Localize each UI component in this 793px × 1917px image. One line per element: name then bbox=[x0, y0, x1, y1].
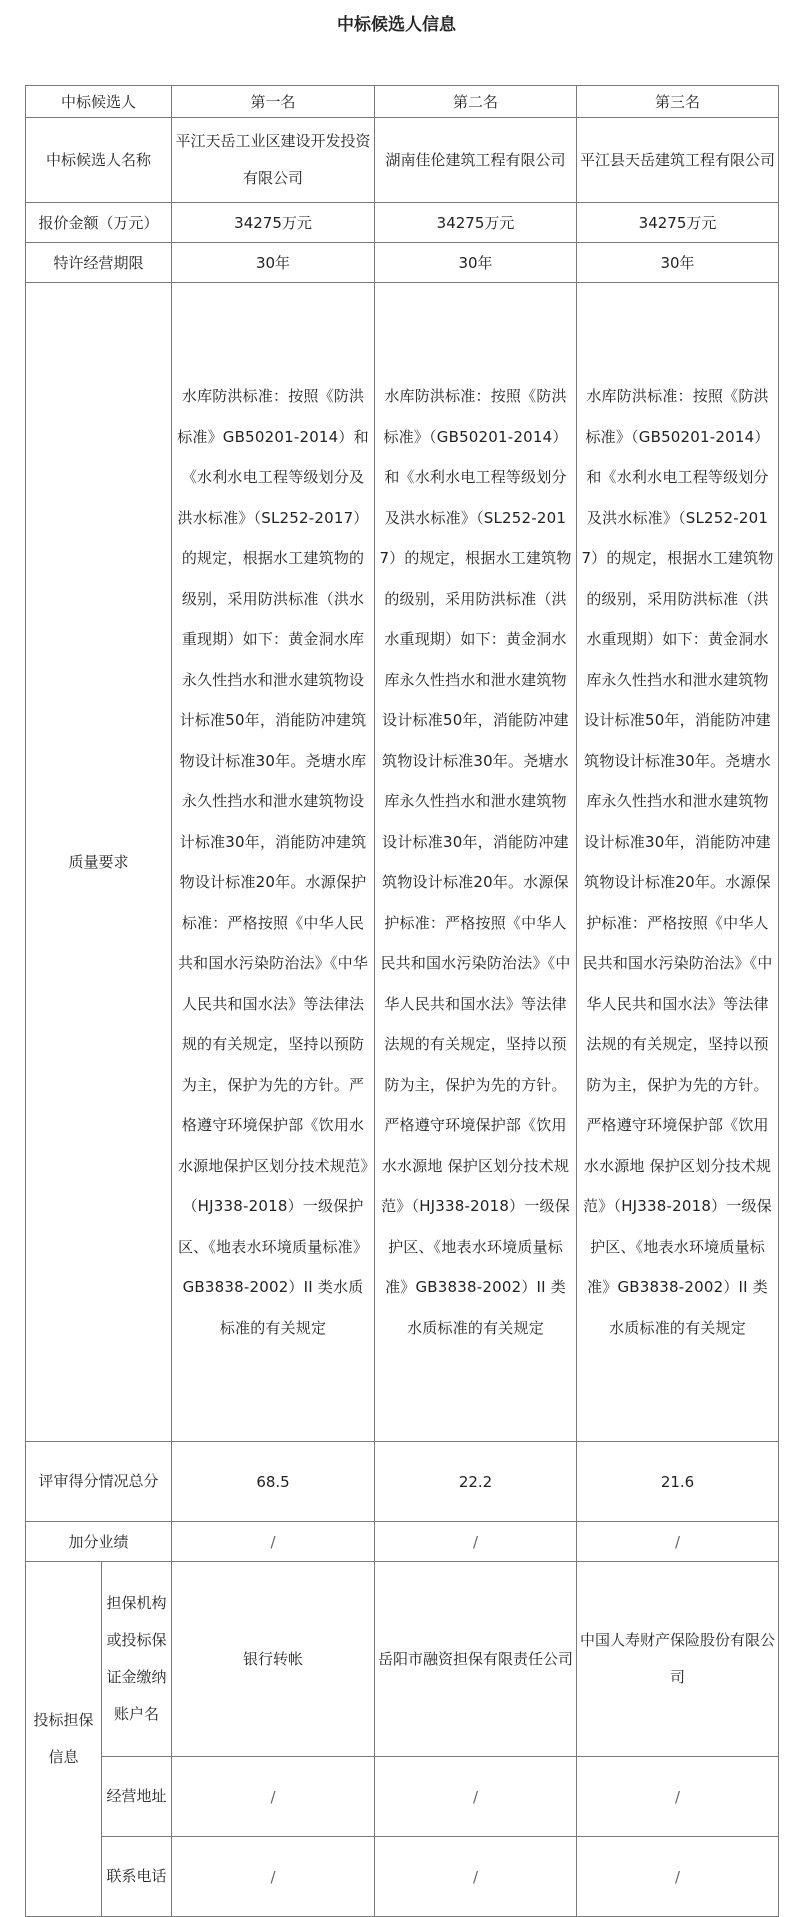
price-row bbox=[26, 203, 779, 243]
name-row bbox=[26, 118, 779, 203]
address-1: / bbox=[172, 1757, 375, 1837]
bonus-1: / bbox=[172, 1522, 375, 1562]
phone-3: / bbox=[577, 1837, 779, 1917]
name-row-label: 中标候选人名称 bbox=[26, 118, 172, 203]
page-title: 中标候选人信息 bbox=[337, 15, 456, 35]
bonus-2: / bbox=[375, 1522, 577, 1562]
rank-3: 第三名 bbox=[577, 86, 779, 118]
phone-2: / bbox=[375, 1837, 577, 1917]
address-3: / bbox=[577, 1757, 779, 1837]
candidate-name-1: 平江天岳工业区建设开发投资有限公司 bbox=[172, 118, 375, 203]
guarantee-address-row bbox=[26, 1757, 779, 1837]
quality-text-1: 水库防洪标准：按照《防洪标准》GB50201-2014）和《水利水电工程等级划分及洪水标准》（SL252-2017）的规定，根据水工建筑物的级别，采用防洪标准（洪水重现期）如下：黄金洞水库永久性挡水和泄水建筑物设计标准50年，消能防冲建筑物设计标准30年。尧塘水库永久性挡水和泄水建筑物设计标准30年，消能防冲建筑物设计标准20年。水源保护标准：严格按照《中华人民共和国水污染防治法》《中华人民共和国水法》等法律法规的有关规定，坚持以预防为主，保护为先的方针。严格遵守环境保护部《饮用水水源地保护区划分技术规范》（HJ338-2018）一级保护区、《地表水环境质量标准》GB3838-2002）II 类水质标准的有关规定 bbox=[172, 283, 375, 1442]
price-2: 34275万元 bbox=[375, 203, 577, 243]
term-2: 30年 bbox=[375, 243, 577, 283]
rank-2: 第二名 bbox=[375, 86, 577, 118]
guarantee-account-2: 岳阳市融资担保有限责任公司 bbox=[375, 1562, 577, 1757]
score-row-label: 评审得分情况总分 bbox=[26, 1442, 172, 1522]
quality-text-2: 水库防洪标准：按照《防洪标准》（GB50201-2014）和《水利水电工程等级划分及洪水标准》（SL252-2017）的规定，根据水工建筑物的级别，采用防洪标准（洪水重现期）如下：黄金洞水库永久性挡水和泄水建筑物设计标准50年，消能防冲建筑物设计标准30年。尧塘水库永久性挡水和泄水建筑物设计标准30年，消能防冲建筑物设计标准20年。水源保护标准：严格按照《中华人民共和国水污染防治法》《中华人民共和国水法》等法律法规的有关规定，坚持以预防为主，保护为先的方针。严格遵守环境保护部《饮用水水源地 保护区划分技术规范》（HJ338-2018）一级保护区、《地表水环境质量标准》GB3838-2002）II 类水质标准的有关规定 bbox=[375, 283, 577, 1442]
quality-text-3: 水库防洪标准：按照《防洪标准》（GB50201-2014）和《水利水电工程等级划分及洪水标准》（SL252-2017）的规定，根据水工建筑物的级别，采用防洪标准（洪水重现期）如下：黄金洞水库永久性挡水和泄水建筑物设计标准50年，消能防冲建筑物设计标准30年。尧塘水库永久性挡水和泄水建筑物设计标准30年，消能防冲建筑物设计标准20年。水源保护标准：严格按照《中华人民共和国水污染防治法》《中华人民共和国水法》等法律法规的有关规定，坚持以预防为主，保护为先的方针。严格遵守环境保护部《饮用水水源地 保护区划分技术规范》（HJ338-2018）一级保护区、《地表水环境质量标准》GB3838-2002）II 类水质标准的有关规定 bbox=[577, 283, 779, 1442]
candidate-name-2: 湖南佳伦建筑工程有限公司 bbox=[375, 118, 577, 203]
candidate-table bbox=[25, 85, 779, 1917]
score-2: 22.2 bbox=[375, 1442, 577, 1522]
score-row bbox=[26, 1442, 779, 1522]
quality-row bbox=[26, 283, 779, 1442]
candidate-name-3: 平江县天岳建筑工程有限公司 bbox=[577, 118, 779, 203]
term-row bbox=[26, 243, 779, 283]
address-2: / bbox=[375, 1757, 577, 1837]
rank-1: 第一名 bbox=[172, 86, 375, 118]
guarantee-account-row bbox=[26, 1562, 779, 1757]
phone-1: / bbox=[172, 1837, 375, 1917]
guarantee-group-label: 投标担保信息 bbox=[26, 1562, 102, 1917]
price-row-label: 报价金额（万元） bbox=[26, 203, 172, 243]
guarantee-account-3: 中国人寿财产保险股份有限公司 bbox=[577, 1562, 779, 1757]
header-label: 中标候选人 bbox=[26, 86, 172, 118]
bonus-row-label: 加分业绩 bbox=[26, 1522, 172, 1562]
guarantee-phone-row bbox=[26, 1837, 779, 1917]
term-1: 30年 bbox=[172, 243, 375, 283]
term-row-label: 特许经营期限 bbox=[26, 243, 172, 283]
score-3: 21.6 bbox=[577, 1442, 779, 1522]
quality-row-label: 质量要求 bbox=[26, 283, 172, 1442]
header-row bbox=[26, 86, 779, 118]
bonus-3: / bbox=[577, 1522, 779, 1562]
guarantee-address-label: 经营地址 bbox=[102, 1757, 172, 1837]
price-3: 34275万元 bbox=[577, 203, 779, 243]
guarantee-account-label: 担保机构或投标保证金缴纳账户名 bbox=[102, 1562, 172, 1757]
guarantee-account-1: 银行转帐 bbox=[172, 1562, 375, 1757]
score-1: 68.5 bbox=[172, 1442, 375, 1522]
guarantee-phone-label: 联系电话 bbox=[102, 1837, 172, 1917]
price-1: 34275万元 bbox=[172, 203, 375, 243]
term-3: 30年 bbox=[577, 243, 779, 283]
bonus-row bbox=[26, 1522, 779, 1562]
